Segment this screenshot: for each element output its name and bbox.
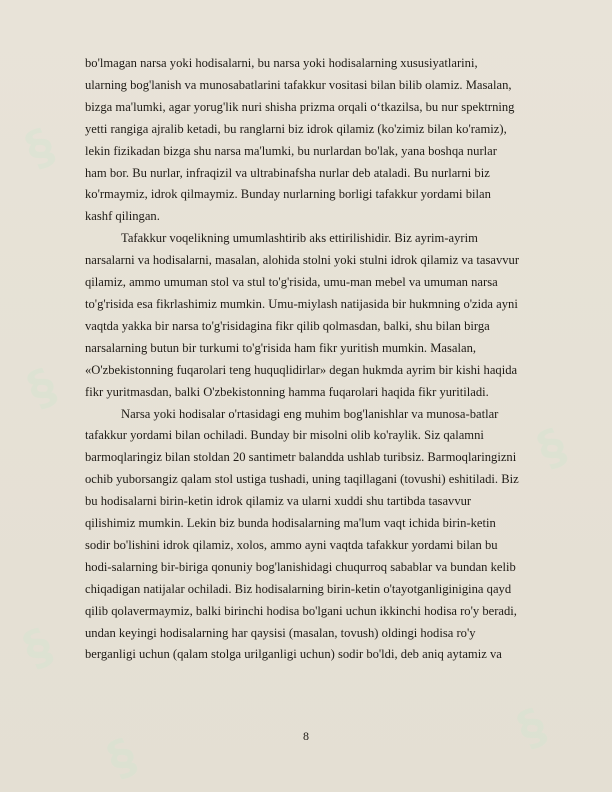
text-line: yetti rangiga ajralib ketadi, bu ranglarni biz idrok qilamiz (ko'zimiz bilan ko'ramiz), (85, 121, 507, 136)
watermark-mark: § (99, 727, 145, 789)
text-line: ko'rmaymiz, idrok qilmaymiz. Bunday nurlarning borligi tafakkur yordami bilan (85, 187, 491, 202)
text-line: sodir bo'lishini idrok qilamiz, xolos, ammo ayni vaqtda tafakkur yordami bilan bu (85, 537, 498, 552)
text-line: ochib yuborsangiz qalam stol ustiga tushadi, uning taqillagani (tovushi) eshitiladi. Biz (85, 472, 519, 487)
text-line: narsalarni va hodisalarni, masalan, alohida stolni yoki stulni idrok qilamiz va tasavvur (85, 253, 520, 268)
text-line: chiqadigan natijalar ochiladi. Biz hodisalarning birin-ketin o'tayotganliginigina qayd (85, 581, 512, 596)
text-line: qilamiz, ammo umuman stol va stul to'g'risida, umu-man mebel va umuman narsa (85, 275, 498, 290)
body-text (85, 53, 540, 666)
text-line: to'g'risida esa fikrlashimiz mumkin. Umu-miylash natijasida bir hukmning o'zida ayni (85, 296, 518, 311)
watermark-mark: § (19, 357, 65, 419)
text-line: kashf qilingan. (85, 209, 160, 224)
page-number: 8 (303, 729, 309, 743)
text-line: tafakkur yordami bilan ochiladi. Bunday bir misolni olib ko'raylik. Siz qalamni (85, 428, 484, 443)
text-line: undan keyingi hodisalarning har qaysisi (masalan, tovush) oldingi hodisa ro'y (85, 625, 476, 640)
paragraph-start-line: Tafakkur voqelikning umumlashtirib aks ettirilishidir. Biz ayrim-ayrim (121, 231, 478, 246)
watermark-mark: § (529, 417, 575, 479)
text-line: «O'zbekistonning fuqarolari teng huquqlidirlar» degan hukmda ayrim bir kishi haqida (85, 362, 518, 377)
text-line: narsalarning butun bir turkumi to'g'risida ham fikr yuritish mumkin. Masalan, (85, 340, 477, 355)
text-line: lekin fizikadan bizga shu narsa ma'lumki, bu nurlardan bo'lak, yana boshqa nurlar (85, 143, 497, 158)
text-line: bo'lmagan narsa yoki hodisalarni, bu narsa yoki hodisalarning xususiyatlarini, (85, 56, 478, 70)
watermark-mark: § (17, 117, 63, 179)
text-line: berganligi uchun (qalam stolga urilganligi uchun) sodir bo'ldi, deb aniq aytamiz va (85, 647, 502, 662)
text-line: ham bor. Bu nurlar, infraqizil va ultrabinafsha nurlar deb ataladi. Bu nurlarni biz (85, 165, 490, 180)
text-line: qilishimiz mumkin. Lekin biz bunda hodisalarning ma'lum vaqt ichida birin-ketin (85, 516, 496, 531)
text-line: barmoqlaringiz bilan stoldan 20 santimetr balandda ushlab turibsiz. Barmoqlaringizni (85, 450, 517, 465)
text-line: fikr yuritmasdan, balki O'zbekistonning hamma fuqarolari haqida fikr yuritiladi. (85, 384, 489, 399)
text-line: bu hodisalarni birin-ketin idrok qilamiz va ularni xuddi shu tartibda tasavvur (85, 494, 472, 509)
text-line: vaqtda yakka bir narsa to'g'risidagina fikr qilib qolmasdan, balki, shu bilan birga (85, 318, 490, 333)
paragraph-start-line: Narsa yoki hodisalar o'rtasidagi eng muhim bog'lanishlar va munosa-batlar (121, 406, 499, 421)
text-line: ularning bog'lanish va munosabatlarini tafakkur vositasi bilan bilib olamiz. Masalan, (85, 77, 512, 92)
watermark-mark: § (15, 617, 61, 679)
text-line: qilib qolavermaymiz, balki birinchi hodisa bo'lgani uchun ikkinchi hodisa ro'y beradi, (85, 603, 517, 618)
text-line: hodi-salarning bir-biriga qonuniy bog'lanishidagi chuqurroq sabablar va bundan kelib (85, 559, 516, 574)
watermark-mark: § (509, 697, 555, 759)
text-line: bizga ma'lumki, agar yorug'lik nuri shisha prizma orqali o‘tkazilsa, bu nur spektrning (85, 99, 515, 114)
